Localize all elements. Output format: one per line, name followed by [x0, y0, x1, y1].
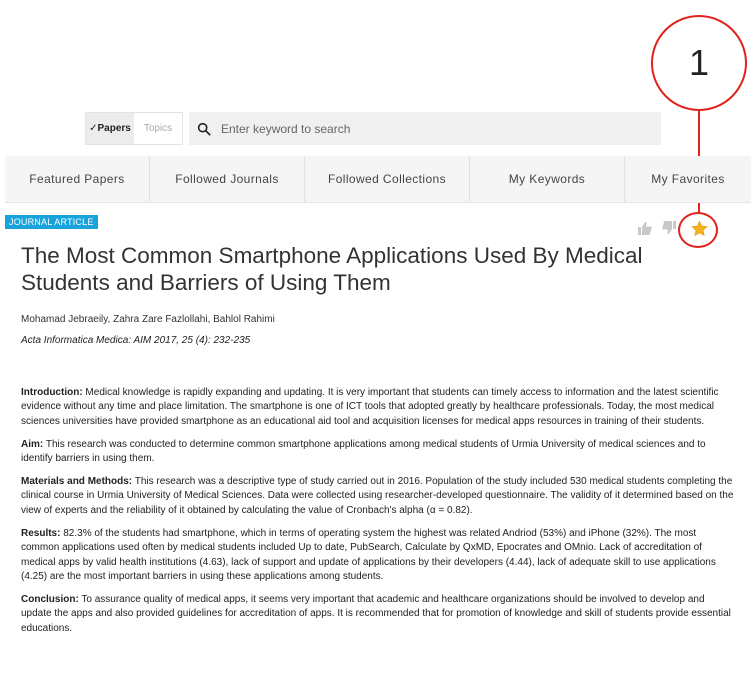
abstract-heading: Conclusion:	[21, 593, 79, 605]
tab-my-favorites[interactable]: My Favorites	[651, 172, 725, 186]
abstract-aim	[21, 438, 735, 467]
abstract-conclusion	[21, 593, 735, 636]
thumbs-up-icon	[637, 220, 653, 236]
article-journal: Acta Informatica Medica: AIM 2017, 25 (4): 232-235	[21, 335, 251, 346]
toggle-topics[interactable]: Topics	[134, 113, 182, 144]
abstract-results	[21, 527, 735, 585]
abstract-methods	[21, 475, 735, 518]
star-icon	[691, 220, 708, 237]
abstract-heading: Results:	[21, 527, 61, 539]
abstract-heading: Introduction:	[21, 387, 83, 398]
abstract-text: Medical knowledge is rapidly expanding and updating. It is very important that students can timely access to information and the latest scientific evidence without any time and place limitation. The smartphone is one of ICT tools that adopted greatly by healthcare professionals. Today, the most medical sciences universities have provided smartphone as an educational aid tool and acquisition licenses for medical apps resources in training of their students.	[21, 387, 719, 427]
article-abstract	[21, 386, 735, 645]
article-type-badge: JOURNAL ARTICLE	[5, 215, 98, 229]
tab-followed-journals[interactable]: Followed Journals	[150, 156, 305, 202]
search-input[interactable]	[219, 121, 643, 137]
search-bar	[189, 112, 661, 145]
annotation-marker-label: 1	[688, 42, 710, 83]
abstract-text: This research was a descriptive type of study carried out in 2016. Population of the study included 530 medical students completing the clinical course in Urmia University of Medical Sciences. Data were collected using researcher-developed questionnaire. The validity of it determined based on the view of experts and the reliability of it obtained by calculating the value of Cronbach's alpha (α = 0.82).	[21, 476, 734, 516]
abstract-introduction	[21, 386, 735, 429]
article-title[interactable]: The Most Common Smartphone Applications Used By Medical Students and Barriers of Using Them	[21, 243, 643, 295]
search-mode-toggle	[85, 112, 183, 145]
annotation-marker	[651, 15, 747, 111]
favorite-button[interactable]	[690, 219, 708, 237]
abstract-heading: Aim:	[21, 438, 44, 450]
tab-my-keywords[interactable]: My Keywords	[470, 156, 625, 202]
search-icon	[197, 122, 211, 136]
article-authors: Mohamad Jebraeily, Zahra Zare Fazlollahi, Bahlol Rahimi	[21, 314, 275, 325]
article-actions	[636, 219, 708, 237]
nav-tabs	[5, 156, 751, 203]
abstract-heading: Materials and Methods:	[21, 476, 133, 488]
thumbs-down-icon	[661, 220, 677, 236]
tab-featured-papers[interactable]: Featured Papers	[5, 156, 150, 202]
toggle-papers[interactable]: ✓Papers	[86, 113, 134, 144]
abstract-text: To assurance quality of medical apps, it seems very important that academic and healthcare organizations should be involved to develop and update the apps and also provided guidelines for accreditation of apps. It is recommended that for promotion of knowledge and skill of students provide essential educations.	[21, 593, 731, 634]
dislike-button[interactable]	[660, 219, 678, 237]
abstract-text: This research was conducted to determine common smartphone applications among medical students of Urmia University of medical sciences and to identify barriers in using them.	[21, 438, 706, 465]
tab-followed-collections[interactable]: Followed Collections	[305, 156, 470, 202]
like-button[interactable]	[636, 219, 654, 237]
abstract-text: 82.3% of the students had smartphone, which in terms of operating system the highest was related Andriod (53%) and iPhone (32%). The most common applications used often by medical students included Up to date, PubSearch, Calculate by QxMD, Epocrates and OMnio. Lack of accreditation of medical apps by valid health institutions (4.63), lack of support and update of applications by their developers (4.44), lack of adequate skill to use applications (4.25) are the most important barriers in using these applications among students.	[21, 527, 716, 582]
